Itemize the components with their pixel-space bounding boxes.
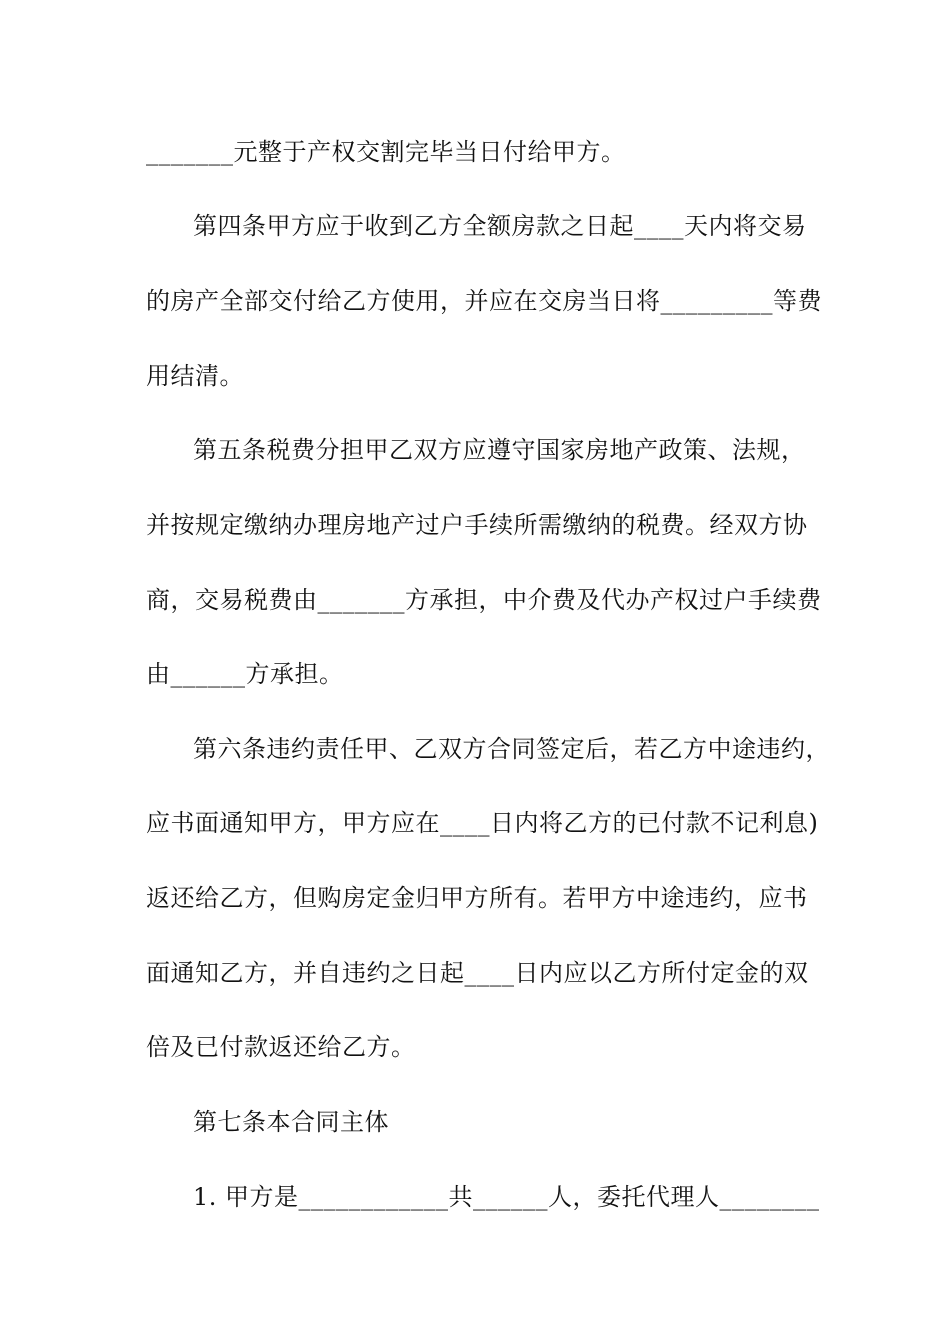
text-line: _______元整于产权交割完毕当日付给甲方。 [146, 138, 626, 166]
text-line: 的房产全部交付给乙方使用，并应在交房当日将_________等费 [146, 287, 822, 315]
text-line: 并按规定缴纳办理房地产过户手续所需缴纳的税费。经双方协 [146, 511, 808, 539]
text-line: 用结清。 [146, 362, 244, 390]
text-line: 由______方承担。 [146, 660, 344, 688]
text-line: 面通知乙方，并自违约之日起____日内应以乙方所付定金的双 [146, 959, 809, 987]
text-line: 倍及已付款返还给乙方。 [146, 1033, 416, 1061]
text-line: 返还给乙方，但购房定金归甲方所有。若甲方中途违约，应书 [146, 884, 808, 912]
paragraph-line-article-6: 第六条违约责任甲、乙双方合同签定后，若乙方中途违约， [193, 735, 830, 763]
list-item-1: 1. 甲方是____________共______人，委托代理人________ [193, 1183, 820, 1211]
paragraph-line-article-5: 第五条税费分担甲乙双方应遵守国家房地产政策、法规， [193, 436, 806, 464]
text-line: 商，交易税费由_______方承担，中介费及代办产权过户手续费 [146, 586, 822, 614]
paragraph-line-article-4: 第四条甲方应于收到乙方全额房款之日起____天内将交易 [193, 212, 807, 240]
article-7-heading: 第七条本合同主体 [193, 1108, 389, 1136]
text-line: 应书面通知甲方，甲方应在____日内将乙方的已付款不记利息) [146, 809, 819, 837]
